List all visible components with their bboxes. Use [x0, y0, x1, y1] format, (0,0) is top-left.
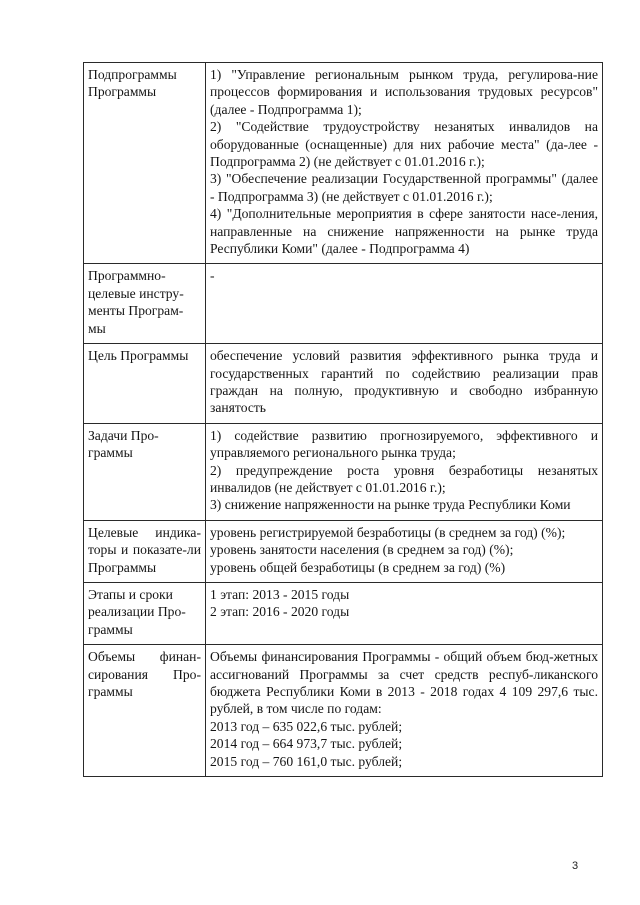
row-value-stages	[206, 582, 603, 644]
table-row-goal	[84, 344, 603, 424]
funding-2013-line: 2013 год – 635 022,6 тыс. рублей;	[210, 718, 403, 734]
indicator-1-line: уровень регистрируемой безработицы (в среднем за год) (%);	[210, 524, 566, 540]
stage-1-line: 1 этап: 2013 - 2015 годы	[210, 586, 350, 602]
funding-summary-line: Объемы финансирования Программы - общий объем бюд-жетных ассигнований Программы за счет средств респуб-ликанского бюджета Республики Коми в 2013 - 2018 годах 4 109 297,6 тыс. рублей, в том числе по годам:	[210, 649, 598, 717]
table-row-instruments	[84, 264, 603, 344]
table-row-funding	[84, 645, 603, 777]
table-row-stages	[84, 582, 603, 644]
goal-line: обеспечение условий развития эффективного рынка труда и государственных гарантий по содействию реализации прав граждан на полную, продуктивную и свободно избранную занятость	[210, 348, 598, 416]
subprogram-2-line: 2) "Содействие трудоустройству незанятых инвалидов на оборудованные (оснащенные) для них рабочие места" (да-лее - Подпрограмма 2) (не действует с 01.01.2016 г.);	[210, 119, 598, 170]
table-row-subprograms	[84, 63, 603, 264]
row-value-funding	[206, 645, 603, 777]
funding-2014-line: 2014 год – 664 973,7 тыс. рублей;	[210, 736, 403, 752]
funding-2015-line: 2015 год – 760 161,0 тыс. рублей;	[210, 753, 403, 769]
table-row-indicators	[84, 520, 603, 582]
row-label-subprograms: Подпрограммы Программы	[84, 63, 206, 264]
row-label-instruments: Программно-целевые инстру-менты Програм-мы	[84, 264, 206, 344]
program-passport-table	[83, 62, 603, 777]
task-2-line: 2) предупреждение роста уровня безработицы незанятых инвалидов (не действует с 01.01.2016 г.);	[210, 462, 598, 495]
indicator-3-line: уровень общей безработицы (в среднем за год) (%)	[210, 559, 506, 575]
subprogram-1-line: 1) "Управление региональным рынком труда, регулирова-ние процессов формирования и использования трудовых ресурсов" (далее - Подпрограмма 1);	[210, 67, 598, 117]
row-value-goal	[206, 344, 603, 424]
indicator-2-line: уровень занятости населения (в среднем за год) (%);	[210, 542, 514, 558]
subprogram-4-line: 4) "Дополнительные мероприятия в сфере занятости насе-ления, направленные на снижение напряженности на рынке труда Республики Коми" (далее - Подпрограмма 4)	[210, 206, 598, 257]
row-label-indicators: Целевые индика-торы и показате-ли Программы	[84, 520, 206, 582]
task-1-line: 1) содействие развитию прогнозируемого, эффективного и управляемого регионального рынка труда;	[210, 427, 598, 461]
subprogram-3-line: 3) "Обеспечение реализации Государственной программы" (далее - Подпрограмма 3) (не действует с 01.01.2016 г.);	[210, 171, 598, 204]
page-number: 3	[572, 860, 579, 872]
table-row-tasks	[84, 423, 603, 520]
row-value-indicators	[206, 520, 603, 582]
stage-2-line: 2 этап: 2016 - 2020 годы	[210, 604, 350, 620]
row-label-stages: Этапы и сроки реализации Про-граммы	[84, 582, 206, 644]
row-value-tasks	[206, 423, 603, 520]
row-label-funding: Объемы финан-сирования Про-граммы	[84, 645, 206, 777]
instruments-line: -	[210, 268, 215, 284]
task-3-line: 3) снижение напряженности на рынке труда Республики Коми	[210, 497, 571, 513]
row-value-instruments	[206, 264, 603, 344]
row-value-subprograms	[206, 63, 603, 264]
row-label-goal: Цель Программы	[84, 344, 206, 424]
row-label-tasks: Задачи Про-граммы	[84, 423, 206, 520]
